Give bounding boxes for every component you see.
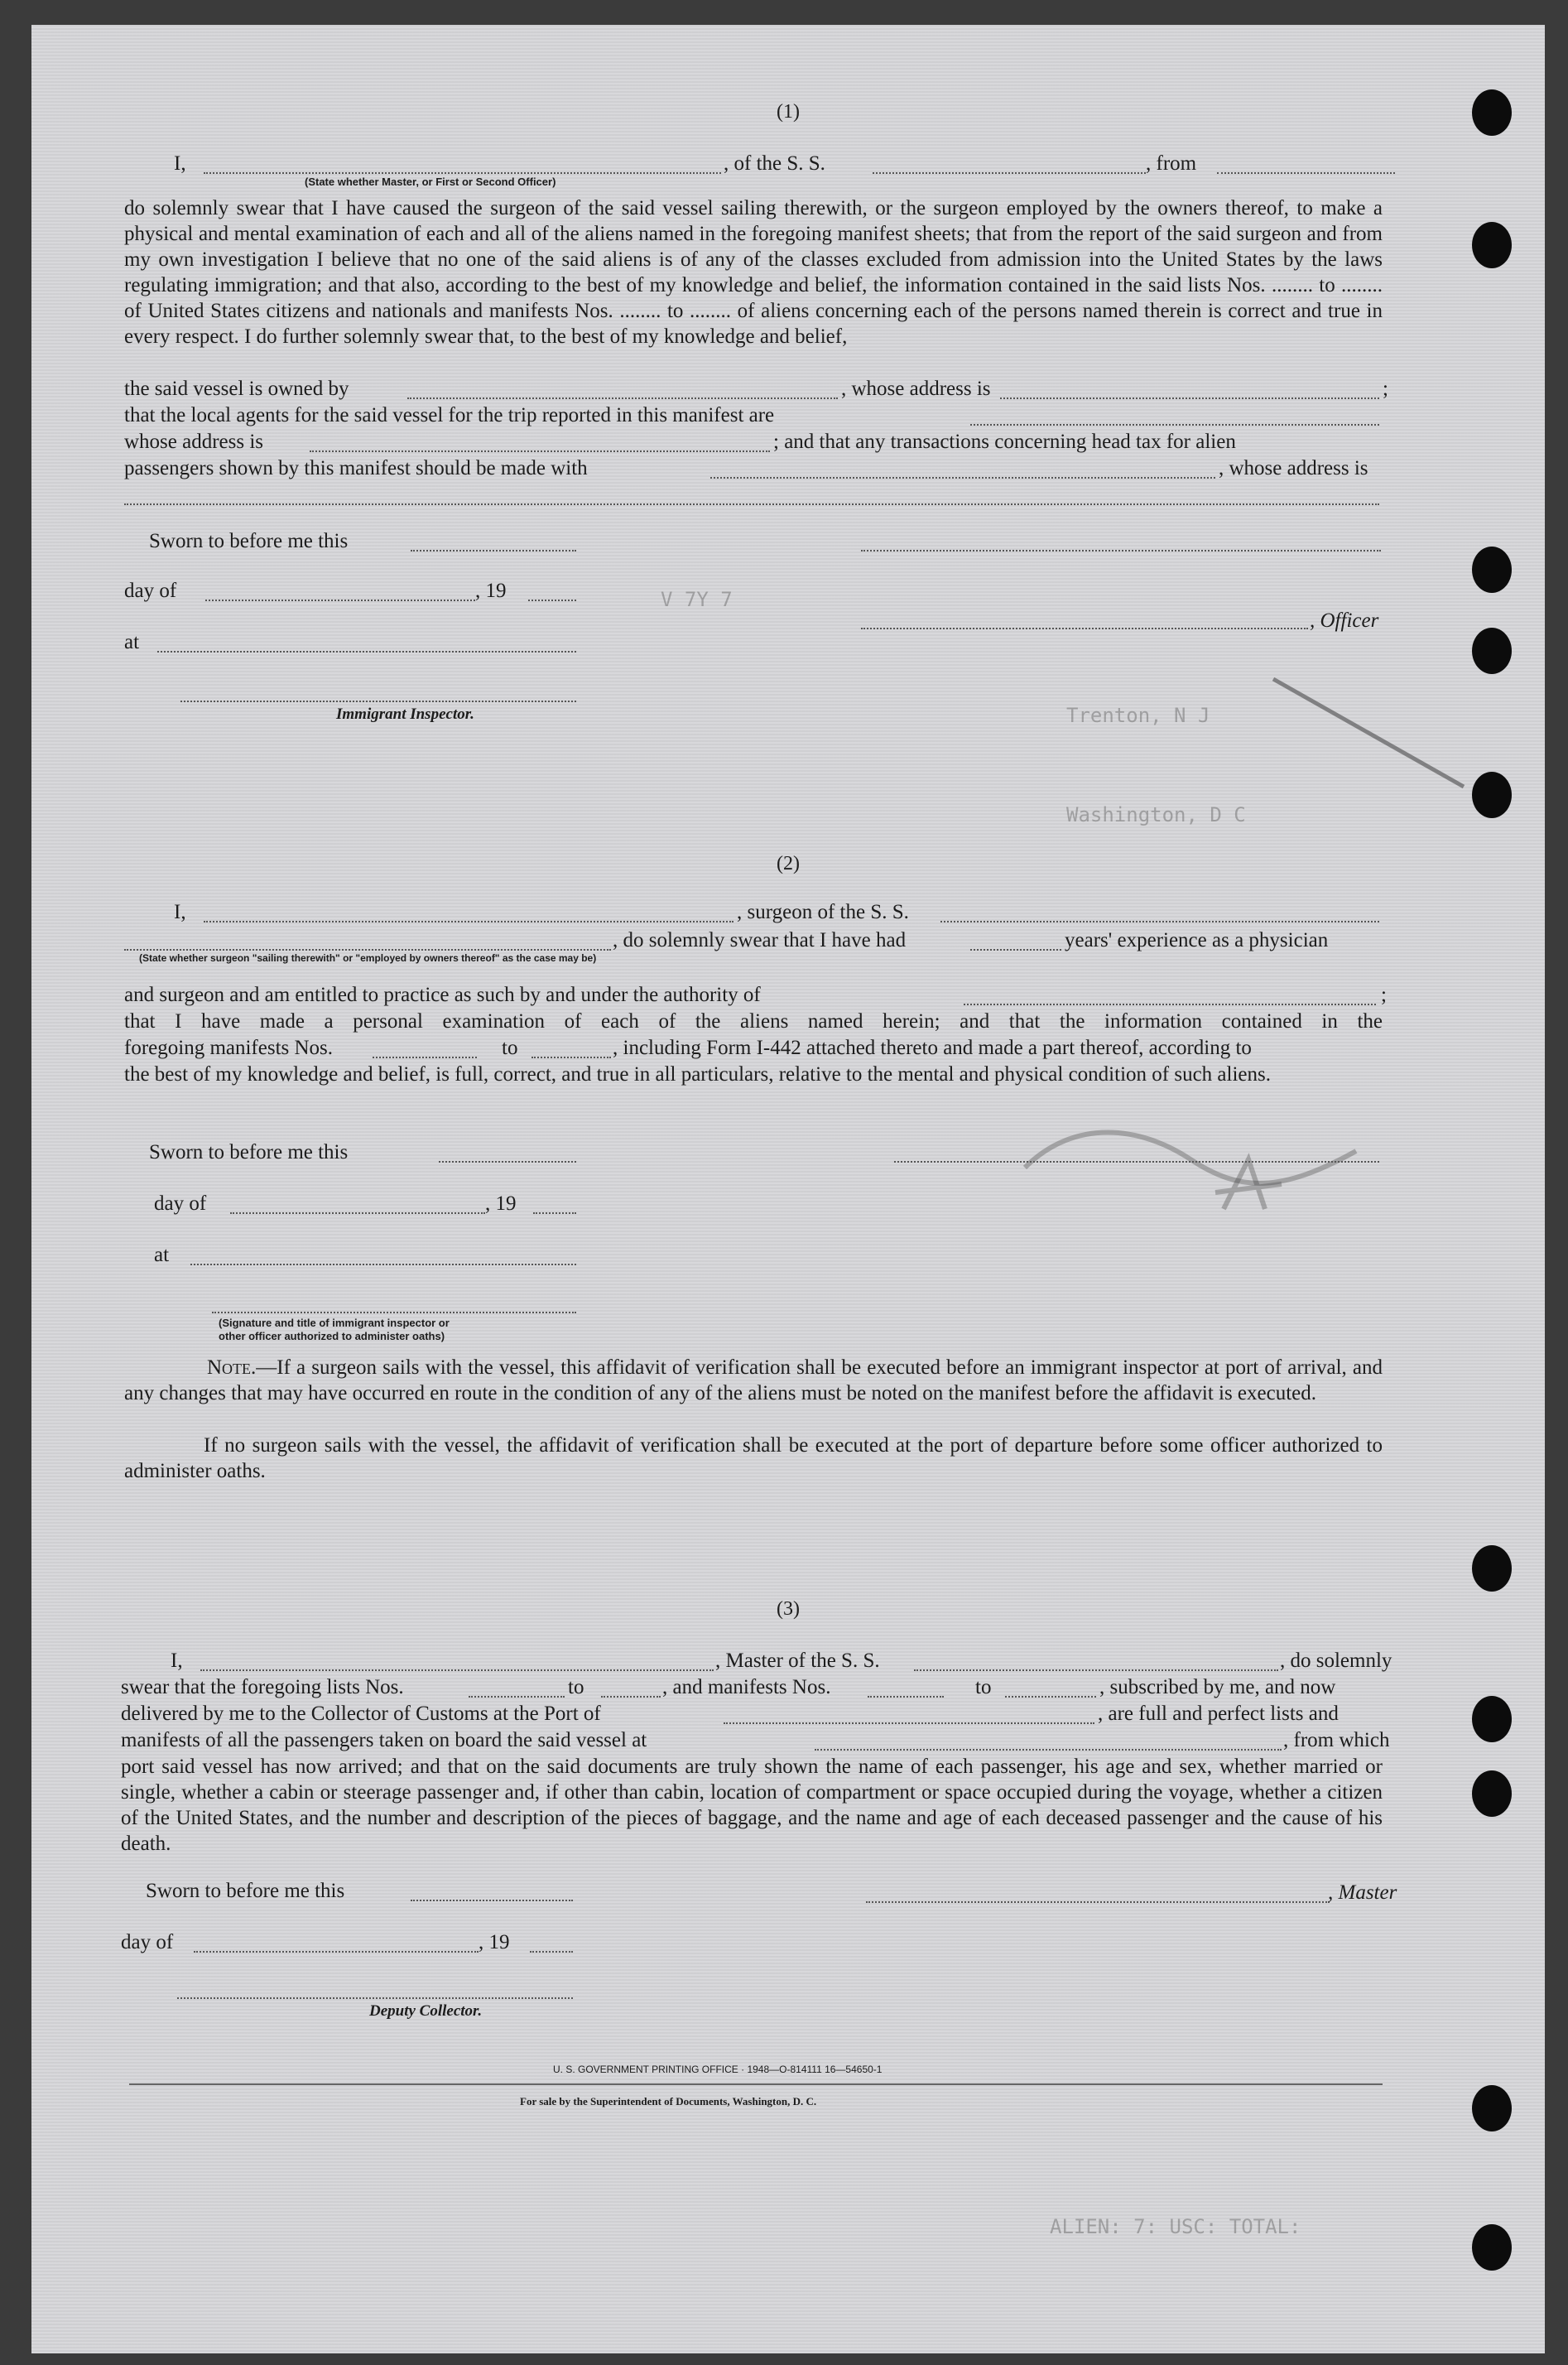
of-ss-label: , of the S. S. (724, 152, 825, 175)
inspector-signature-field[interactable] (180, 701, 576, 702)
month-field-1[interactable] (205, 600, 475, 601)
form-i442-label: , including Form I-442 attached thereto and made a part thereof, according to (613, 1037, 1252, 1059)
signature-caption-1: (Signature and title of immigrant inspector or (219, 1317, 450, 1329)
month-field-3[interactable] (194, 1951, 479, 1953)
years-experience-field[interactable] (970, 949, 1061, 951)
section-2-body-c: the best of my knowledge and belief, is full, correct, and true in all particulars, relative to the mental and physical condition of such aliens. (124, 1063, 1271, 1086)
local-agents-label: that the local agents for the said vessel for the trip reported in this manifest are (124, 404, 775, 426)
bleed-through-marks: Trenton, N J (1066, 704, 1210, 727)
surgeon-status-field[interactable] (124, 949, 611, 951)
owner-address-field[interactable] (1000, 397, 1379, 399)
officer-label: , Officer (1310, 609, 1379, 632)
owned-by-label: the said vessel is owned by (124, 378, 349, 400)
manifests-to-field[interactable] (1005, 1696, 1096, 1698)
day-of-label-3: day of (121, 1931, 174, 1953)
surgeon-signature-field[interactable] (894, 1161, 1379, 1163)
year-field-3[interactable] (530, 1951, 573, 1953)
semicolon: ; (1381, 984, 1387, 1006)
subscribed-label: , subscribed by me, and now (1099, 1676, 1336, 1698)
authority-field[interactable] (964, 1004, 1376, 1005)
sworn-day-field-1[interactable] (411, 550, 576, 552)
day-of-label-2: day of (154, 1192, 207, 1215)
pencil-stroke (1265, 671, 1480, 795)
agent-address-label-2: , whose address is (1219, 457, 1368, 479)
year-prefix-1: , 19 (475, 580, 507, 602)
manifests-from-field[interactable] (868, 1696, 944, 1698)
manifest-to-label: to (502, 1037, 518, 1059)
years-experience-label: years' experience as a physician (1065, 929, 1329, 951)
punch-hole (1472, 2224, 1512, 2271)
punch-hole (1472, 547, 1512, 593)
officer-rank-field[interactable] (204, 172, 721, 174)
manifest-from-field[interactable] (373, 1057, 477, 1058)
signature-caption-2: other officer authorized to administer oaths) (219, 1330, 445, 1342)
surgeon-note-2: If no surgeon sails with the vessel, the affidavit of verification shall be executed at the port of departure before some officer authorized to administer oaths. (124, 1434, 1383, 1482)
passengers-label: passengers shown by this manifest should be made with (124, 457, 588, 479)
section-1-body: do solemnly swear that I have caused the surgeon of the said vessel sailing therewith, or the surgeon employed by the owners thereof, to make a physical and mental examination of each and all of the aliens named in the foregoing manifest sheets; that from the report of the said surgeon and from my own investigation I believe that no one of the said aliens is of any of the classes excluded from admission into the United States by the laws regulating immigration; and that also, according to the best of my knowledge and belief, the information contained in the said lists Nos. ........ to ........ of United States citizens and nationals and manifests Nos. ........ to ........ of aliens concerning each of the persons named therein is correct and true in every respect. I do further solemnly swear that, to the best of my knowledge and belief, (124, 197, 1383, 348)
at-label-1: at (124, 631, 140, 653)
section-2-i: I, (174, 901, 186, 923)
officer-signature-line-top (861, 550, 1381, 552)
immigrant-inspector-caption: Immigrant Inspector. (336, 706, 474, 723)
local-agents-field[interactable] (970, 424, 1379, 426)
gpo-imprint: U. S. GOVERNMENT PRINTING OFFICE · 1948—O-814111 16—54650-1 (553, 2064, 883, 2075)
sworn-day-field-3[interactable] (411, 1900, 573, 1901)
section-3-i: I, (171, 1650, 183, 1672)
punch-hole (1472, 1696, 1512, 1742)
punch-hole (1472, 1770, 1512, 1817)
for-sale-notice: For sale by the Superintendent of Documents, Washington, D. C. (520, 2095, 817, 2107)
year-prefix-2: , 19 (485, 1192, 517, 1215)
sworn-label-2: Sworn to before me this (149, 1141, 349, 1163)
bleed-through-marks: ALIEN: 7: USC: TOTAL: (1050, 2215, 1301, 2238)
surgeon-name-field[interactable] (204, 921, 733, 922)
ship-name-field[interactable] (873, 172, 1146, 174)
surgeon-note (124, 1355, 1383, 1406)
officer-signature-field[interactable] (861, 628, 1308, 629)
manifests-nos-label: , and manifests Nos. (662, 1676, 831, 1698)
from-port-field[interactable] (1217, 172, 1395, 174)
lists-from-field[interactable] (469, 1696, 565, 1698)
semicolon: ; (1383, 378, 1388, 400)
punch-hole (1472, 1545, 1512, 1592)
footer-rule (129, 2083, 1383, 2085)
note-label: Note. (207, 1356, 257, 1379)
lists-to-label: to (568, 1676, 584, 1698)
master-ship-field[interactable] (914, 1669, 1278, 1671)
master-signature-field[interactable] (866, 1901, 1330, 1903)
owner-field[interactable] (407, 397, 838, 399)
agent-address-field[interactable] (310, 450, 770, 452)
sworn-day-field-2[interactable] (439, 1161, 576, 1163)
bleed-through-marks: V 7Y 7 (661, 588, 733, 611)
collector-port-field[interactable] (724, 1722, 1094, 1724)
day-of-label-1: day of (124, 580, 177, 602)
master-label: , Master (1328, 1881, 1397, 1904)
place-field-1[interactable] (157, 651, 576, 653)
handwritten-mark (1008, 1068, 1397, 1234)
section-1-i: I, (174, 152, 186, 175)
punch-hole (1472, 2085, 1512, 2131)
from-which-label: , from which (1283, 1729, 1390, 1751)
section-2-heading: (2) (777, 853, 800, 874)
sworn-label-3: Sworn to before me this (146, 1880, 345, 1902)
agent-address-field-2[interactable] (124, 503, 1379, 505)
surgeon-of-label: , surgeon of the S. S. (737, 901, 909, 923)
sworn-label-1: Sworn to before me this (149, 530, 349, 552)
master-name-field[interactable] (200, 1669, 714, 1671)
manifests-label: foregoing manifests Nos. (124, 1037, 334, 1059)
head-tax-label: ; and that any transactions concerning head tax for alien (773, 431, 1236, 453)
year-prefix-3: , 19 (479, 1931, 510, 1953)
agent-address-label: whose address is (124, 431, 264, 453)
section-3-body: port said vessel has now arrived; and that on the said documents are truly shown the name of each passenger, his age and sex, whether married or single, whether a cabin or steerage passenger and, if other than cabin, location of compartment or space occupied during the voyage, whether a citizen of the United States, and the number and description of the pieces of baggage, and the name and age of each deceased passenger and the cause of his death. (121, 1756, 1383, 1855)
surgeon-ship-field[interactable] (940, 921, 1379, 922)
deputy-collector-caption: Deputy Collector. (369, 2002, 483, 2020)
section-2-body-a: that I have made a personal examination of each of the aliens named herein; and that the information contained in the (124, 1010, 1383, 1033)
do-solemnly-label: , do solemnly (1280, 1650, 1392, 1672)
year-field-2[interactable] (533, 1212, 576, 1214)
year-field-1[interactable] (528, 600, 576, 601)
punch-hole (1472, 222, 1512, 268)
punch-hole (1472, 628, 1512, 674)
collector-label: delivered by me to the Collector of Customs at the Port of (121, 1703, 601, 1725)
surgeon-status-note: (State whether surgeon "sailing therewith" or "employed by owners thereof" as the case may be) (139, 952, 597, 964)
bleed-through-marks: Washington, D C (1066, 803, 1246, 826)
owner-address-label: , whose address is (841, 378, 991, 400)
manifest-to-field[interactable] (531, 1057, 611, 1058)
at-label-2: at (154, 1244, 170, 1266)
swear-had-label: , do solemnly swear that I have had (613, 929, 907, 951)
full-lists-label: , are full and perfect lists and (1098, 1703, 1339, 1725)
month-field-2[interactable] (230, 1212, 485, 1214)
section-3-heading: (3) (777, 1598, 800, 1620)
taken-on-board-label: manifests of all the passengers taken on board the said vessel at (121, 1729, 647, 1751)
rank-note: (State whether Master, or First or Second Officer) (305, 176, 556, 188)
place-field-2[interactable] (190, 1264, 576, 1265)
master-of-label: , Master of the S. S. (715, 1650, 880, 1672)
section-1-heading: (1) (777, 101, 800, 123)
form-sheet (31, 25, 1545, 2353)
lists-label: swear that the foregoing lists Nos. (121, 1676, 404, 1698)
head-tax-agent-field[interactable] (710, 477, 1215, 479)
deputy-collector-signature-field[interactable] (177, 1997, 573, 1999)
authorized-officer-signature-field[interactable] (212, 1312, 576, 1313)
lists-to-field[interactable] (601, 1696, 661, 1698)
from-label: , from (1146, 152, 1197, 175)
manifests-to-label: to (975, 1676, 992, 1698)
departure-port-field[interactable] (815, 1749, 1282, 1751)
entitled-label: and surgeon and am entitled to practice as such by and under the authority of (124, 984, 761, 1006)
note-text: —If a surgeon sails with the vessel, this affidavit of verification shall be executed before an immigrant inspector at port of arrival, and any changes that may have occurred en route in the condition of any of the aliens must be noted on the manifest before the affidavit is executed. (124, 1356, 1383, 1404)
